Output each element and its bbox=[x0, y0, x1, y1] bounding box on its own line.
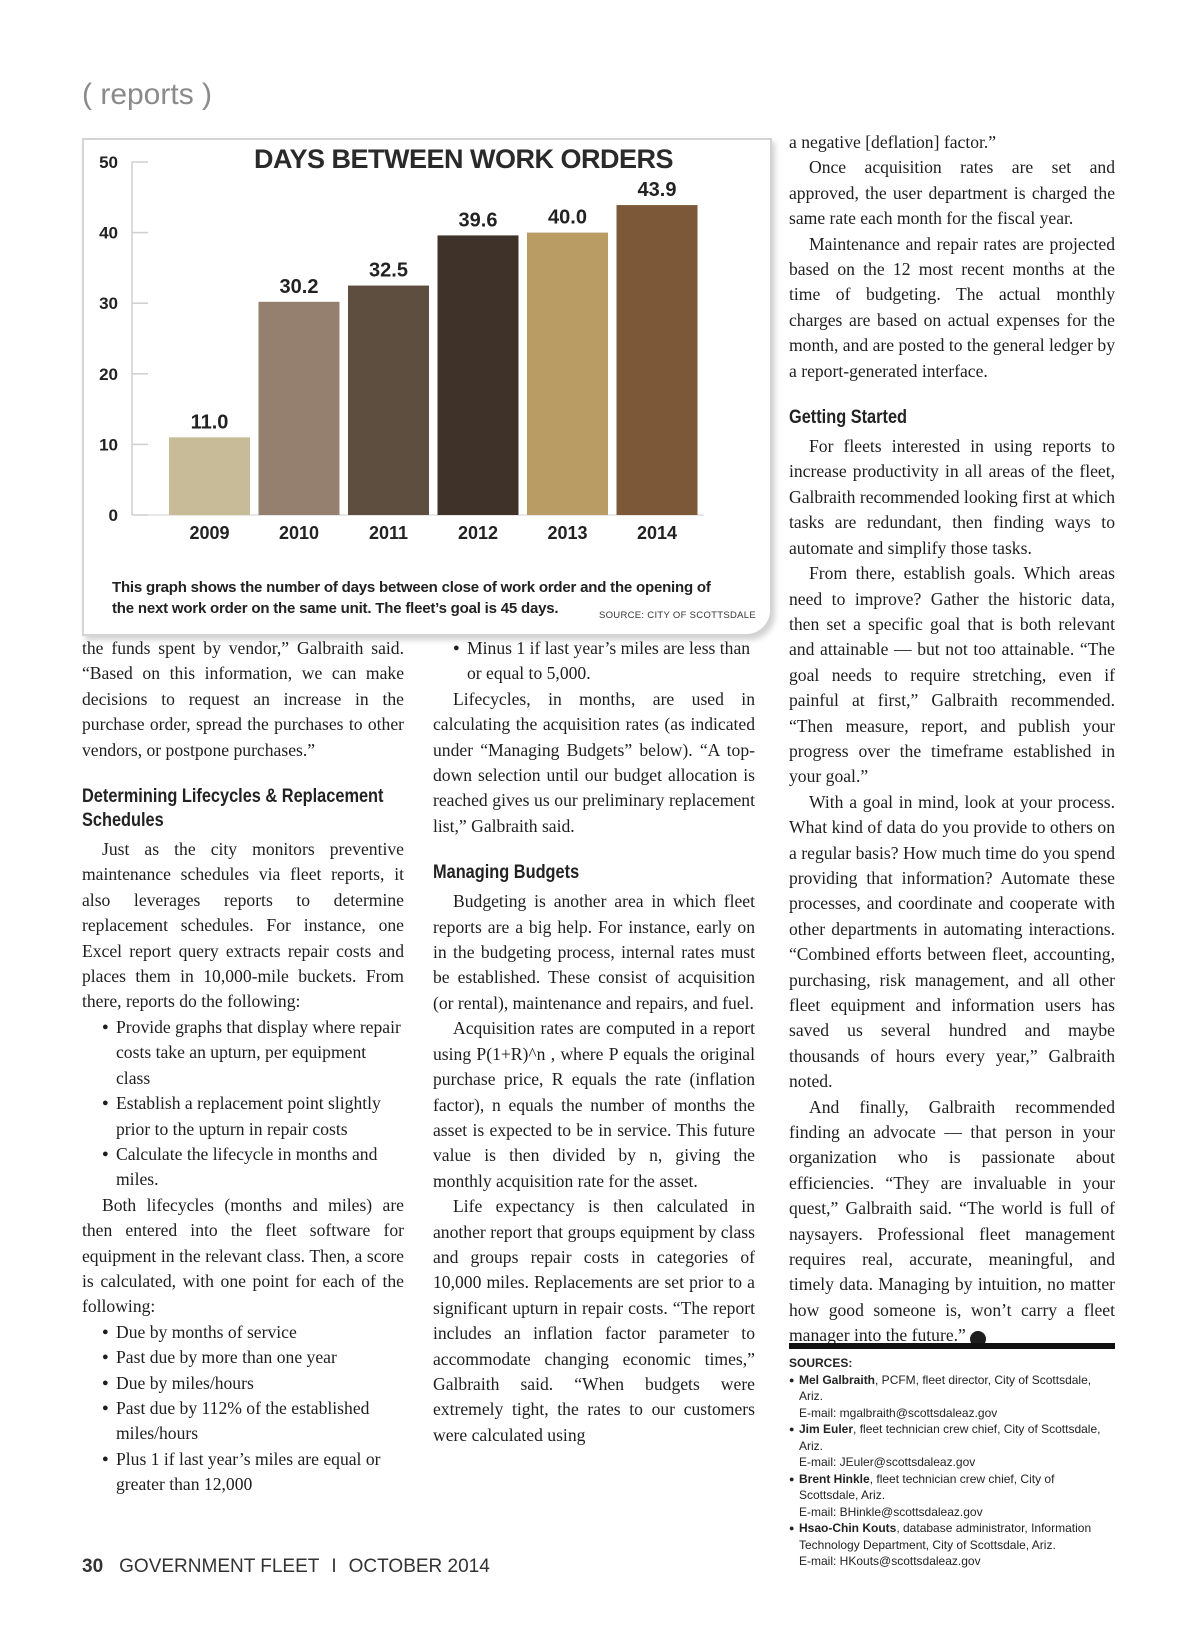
source-email: E-mail: HKouts@scottsdaleaz.gov bbox=[799, 1554, 981, 1568]
list-item: ● Past due by more than one year bbox=[102, 1345, 404, 1370]
page-footer bbox=[82, 1556, 490, 1578]
paragraph: Both lifecycles (months and miles) are then entered into the fleet software for equipment in the relevant class. Then, a score is calculated, with one point for each of the following: bbox=[82, 1194, 404, 1317]
subheading-budgets: Managing Budgets bbox=[433, 862, 580, 884]
list-item: ● Due by months of service bbox=[102, 1320, 404, 1345]
x-tick-label: 2009 bbox=[189, 523, 230, 543]
paragraph-text: And finally, Galbraith recommended finding an advocate — that person in your organization who is passionate about efficiencies. “They are invaluable in your quest,” Galbraith said. “The world is full of naysayers. Professional fleet management requires real, accurate, meaningful, and timely data. Managing by intuition, no matter how good someone is, won’t carry a fleet manager into the future.” bbox=[789, 1096, 1115, 1346]
list-item: ● Minus 1 if last year’s miles are less than or equal to 5,000. bbox=[453, 636, 755, 687]
bar-2010 bbox=[259, 302, 340, 515]
source-entry bbox=[789, 1421, 1115, 1471]
data-label: 39.6 bbox=[458, 209, 498, 232]
paragraph: Just as the city monitors preventive maintenance schedules via fleet reports, it also leverages reports to determine replacement schedules. For instance, one Excel report query extracts repair costs and places them in 10,000-mile buckets. From there, reports do the following: bbox=[82, 839, 404, 1012]
paragraph-final bbox=[789, 1095, 1115, 1349]
paragraph: a negative [deflation] factor.” bbox=[789, 132, 997, 152]
bullet-list bbox=[433, 636, 755, 687]
y-tick-label: 20 bbox=[99, 364, 118, 384]
x-tick-label: 2011 bbox=[368, 523, 409, 543]
sources-heading: SOURCES: bbox=[789, 1356, 853, 1370]
data-label: 43.9 bbox=[637, 179, 677, 202]
bar-2014 bbox=[617, 205, 698, 515]
subheading-lifecycles: Determining Lifecycles & Replacement Schedules bbox=[82, 786, 384, 832]
footer-separator: I bbox=[331, 1556, 337, 1577]
source-detail: , fleet technician crew chief, City of Scottsdale, Ariz. bbox=[799, 1471, 1055, 1502]
list-item: ● Past due by 112% of the established miles/hours bbox=[102, 1396, 404, 1447]
bar-2009 bbox=[169, 437, 250, 515]
y-tick-label: 10 bbox=[99, 435, 118, 455]
list-item: ● Provide graphs that display where repair costs take an upturn, per equipment class bbox=[102, 1015, 404, 1091]
source-email: E-mail: BHinkle@scottsdaleaz.gov bbox=[799, 1504, 983, 1519]
article-column-1 bbox=[82, 636, 404, 1498]
data-label: 32.5 bbox=[369, 259, 408, 282]
paragraph: Budgeting is another area in which fleet reports are a big help. For instance, early on in the budgeting process, internal rates must be established. These consist of acquisition (or rental), maintenance and repairs, and fuel. bbox=[433, 891, 755, 1013]
paragraph: With a goal in mind, look at your process. What kind of data do you provide to others on a regular basis? How much time do you spend providing that information? Automate these processes, and coordinate and cooperate with other departments in automating interactions. “Combined efforts between fleet, accounting, purchasing, risk management, and all other fleet equipment and information users has saved us several hundred and maybe thousands of hours every year,” Galbraith noted. bbox=[789, 791, 1115, 1092]
source-entry bbox=[789, 1520, 1115, 1570]
source-detail: , database administrator, Information Technology Department, City of Scottsdale, Ariz. bbox=[799, 1521, 1092, 1552]
source-entry bbox=[789, 1471, 1115, 1521]
data-label: 11.0 bbox=[190, 411, 229, 434]
source-entry bbox=[789, 1372, 1115, 1422]
x-tick-label: 2014 bbox=[636, 523, 678, 543]
y-tick-label: 50 bbox=[99, 153, 118, 172]
bar-2013 bbox=[527, 233, 608, 515]
chart-canvas bbox=[84, 140, 770, 634]
issue-date: OCTOBER 2014 bbox=[348, 1556, 490, 1577]
paragraph: Acquisition rates are computed in a report using P(1+R)^n , where P equals the original purchase price, R equals the rate (inflation factor), n equals the number of months the asset is expected to be in service. This future value is then divided by n, giving the monthly acquisition rate for the asset. bbox=[433, 1018, 755, 1191]
x-tick-label: 2010 bbox=[278, 523, 320, 543]
source-detail: , fleet technician crew chief, City of Scottsdale, Ariz. bbox=[799, 1422, 1101, 1453]
paragraph: For fleets interested in using reports to increase productivity in all areas of the fleet, Galbraith recommended looking first at which tasks are redundant, then finding ways to automate and simplify those tasks. bbox=[789, 436, 1115, 558]
y-tick-label: 30 bbox=[99, 294, 118, 314]
chart-caption: This graph shows the number of days between close of work order and the opening of the next work order on the same unit. The fleet’s goal is 45 days. bbox=[112, 579, 711, 617]
article-column-3 bbox=[789, 130, 1115, 1349]
bullet-list bbox=[82, 1015, 404, 1193]
x-tick-label: 2012 bbox=[457, 523, 499, 543]
source-email: E-mail: mgalbraith@scottsdaleaz.gov bbox=[799, 1405, 998, 1420]
chart-title: DAYS BETWEEN WORK ORDERS bbox=[254, 144, 674, 174]
source-name: Hsao-Chin Kouts bbox=[799, 1521, 897, 1535]
list-item: ● Establish a replacement point slightly prior to the upturn in repair costs bbox=[102, 1091, 404, 1142]
source-name: Jim Euler bbox=[799, 1422, 854, 1436]
source-name: Mel Galbraith bbox=[799, 1372, 876, 1387]
article-column-2 bbox=[433, 636, 755, 1448]
source-detail: , PCFM, fleet director, City of Scottsdale, Ariz. bbox=[799, 1372, 1092, 1403]
page-number: 30 bbox=[82, 1556, 104, 1577]
list-item: ● Calculate the lifecycle in months and miles. bbox=[102, 1142, 404, 1193]
paragraph: From there, establish goals. Which areas need to improve? Gather the historic data, then set a specific goal that is both relevant and attainable — but not too attainable. “The goal needs to require stretching, even if painful at first,” Galbraith recommended. “Then measure, report, and publish your progress over the timeframe established in your goal.” bbox=[789, 563, 1115, 787]
paragraph: Maintenance and repair rates are projected based on the 12 most recent months at the time of budgeting. The actual monthly charges are based on actual expenses for the month, and are posted to the general ledger by a report-generated interface. bbox=[789, 233, 1115, 381]
magazine-name: GOVERNMENT FLEET bbox=[119, 1556, 320, 1577]
list-item: ● Plus 1 if last year’s miles are equal or greater than 12,000 bbox=[102, 1447, 404, 1498]
x-tick-label: 2013 bbox=[547, 523, 588, 543]
end-mark-icon: ✪ bbox=[970, 1331, 986, 1347]
paragraph: the funds spent by vendor,” Galbraith said. “Based on this information, we can make decisions to request an increase in the purchase order, spread the purchases to other vendors, or postpone purchases.” bbox=[82, 638, 404, 760]
data-label: 40.0 bbox=[548, 206, 587, 229]
chart-source: SOURCE: CITY OF SCOTTSDALE bbox=[598, 610, 756, 621]
y-tick-label: 0 bbox=[108, 506, 118, 525]
y-tick-label: 40 bbox=[99, 223, 118, 243]
source-name: Brent Hinkle bbox=[799, 1471, 870, 1486]
data-label: 30.2 bbox=[279, 275, 319, 298]
bar-chart bbox=[82, 138, 772, 636]
sources-box bbox=[789, 1343, 1115, 1570]
paragraph: Life expectancy is then calculated in another report that groups equipment by class and groups repair costs in categories of 10,000 miles. Replacements are set prior to a significant upturn in repair costs. “The report includes an inflation factor parameter to accommodate changing economic times,” Galbraith said. “When budgets were extremely tight, the rates to our customers were calculated using bbox=[433, 1196, 755, 1445]
bullet-list bbox=[82, 1320, 404, 1498]
paragraph: Lifecycles, in months, are used in calculating the acquisition rates (as indicated under “Managing Budgets” below). “A top-down selection until our budget allocation is reached gives us our preliminary replacement list,” Galbraith said. bbox=[433, 688, 755, 836]
bar-2012 bbox=[438, 235, 519, 515]
section-tag: ( reports ) bbox=[82, 78, 213, 111]
source-email: E-mail: JEuler@scottsdaleaz.gov bbox=[799, 1455, 976, 1469]
subheading-getting-started: Getting Started bbox=[789, 407, 908, 429]
list-item: ● Due by miles/hours bbox=[102, 1371, 404, 1396]
paragraph: Once acquisition rates are set and approved, the user department is charged the same rate each month for the fiscal year. bbox=[789, 157, 1115, 229]
bar-2011 bbox=[348, 286, 429, 515]
